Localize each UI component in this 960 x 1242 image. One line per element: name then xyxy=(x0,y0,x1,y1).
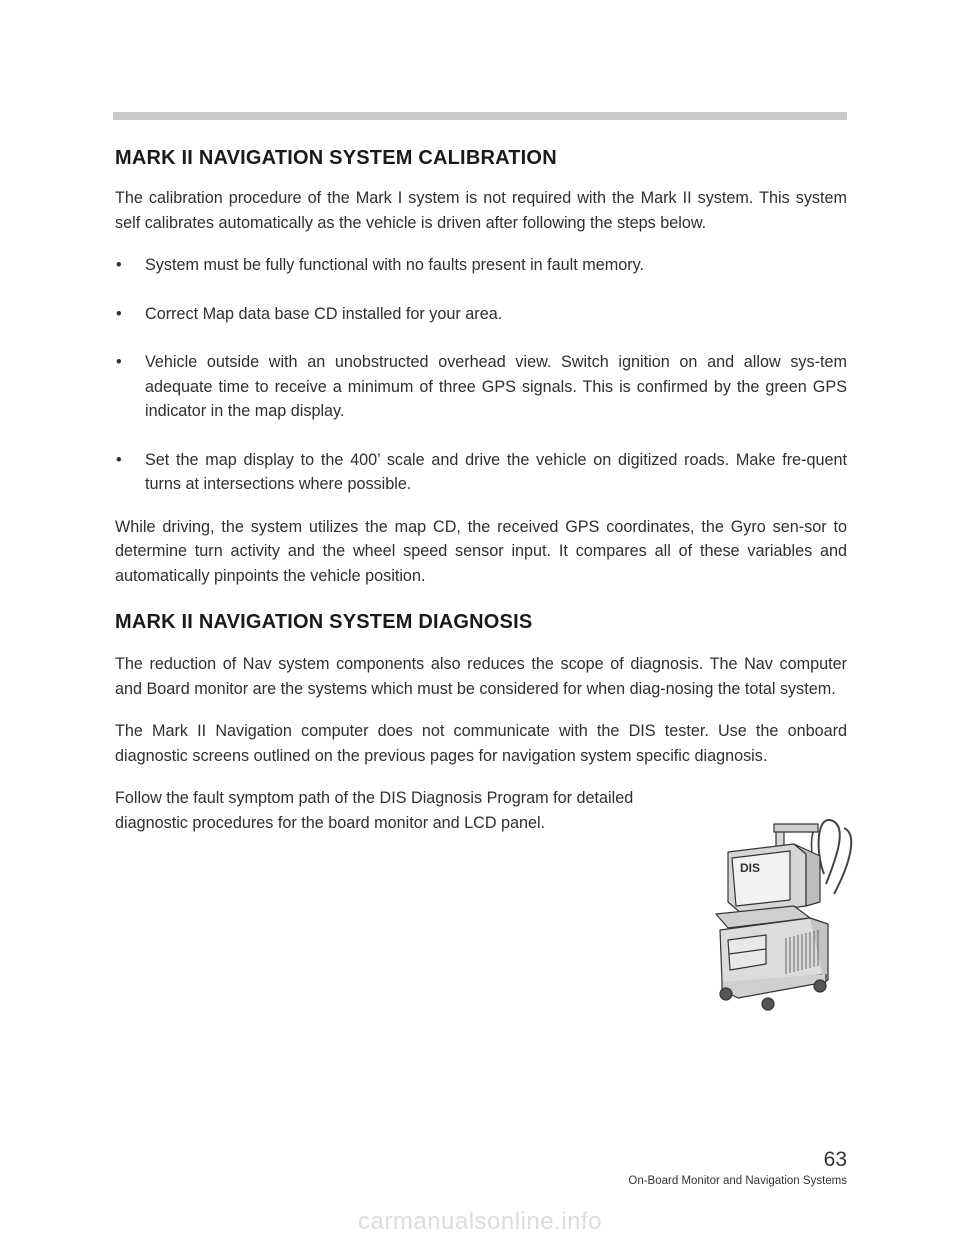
dis-tester-figure xyxy=(698,814,858,1014)
diagnosis-para-3: Follow the fault symptom path of the DIS Diagnosis Program for detailed diagnostic procedures for the board monitor and LCD panel. xyxy=(115,789,634,832)
dis-screen-label: DIS xyxy=(740,861,761,875)
calibration-steps xyxy=(115,253,847,497)
page-content xyxy=(115,146,847,835)
dis-tester-cart-icon xyxy=(698,814,858,1014)
footer-title: On-Board Monitor and Navigation Systems xyxy=(628,1175,847,1187)
diagnosis-para-1: The reduction of Nav system components also reduces the scope of diagnosis. The Nav computer and Board monitor are the systems which must be considered for when diag-nosing the total system. xyxy=(115,655,847,698)
list-item: • Correct Map data base CD installed for your area. xyxy=(115,302,847,327)
top-divider xyxy=(113,112,847,120)
calibration-closing: While driving, the system utilizes the map CD, the received GPS coordinates, the Gyro sen-sor to determine turn activity and the wheel speed sensor input. It compares all of these variables and automatically pinpoints the vehicle position. xyxy=(115,517,847,585)
list-item: • Set the map display to the 400’ scale and drive the vehicle on digitized roads. Make fre-quent turns at intersections where possible. xyxy=(115,448,847,497)
page-number: 63 xyxy=(823,1148,847,1171)
calibration-heading: MARK II NAVIGATION SYSTEM CALIBRATION xyxy=(115,147,557,169)
calibration-intro: The calibration procedure of the Mark I system is not required with the Mark II system. This system self calibrates automatically as the vehicle is driven after following the steps below. xyxy=(115,189,847,232)
list-item: • Vehicle outside with an unobstructed overhead view. Switch ignition on and allow sys-tem adequate time to receive a minimum of three GPS signals. This is confirmed by the green GPS indicator in the map display. xyxy=(115,350,847,424)
diagnosis-para-2: The Mark II Navigation computer does not communicate with the DIS tester. Use the onboard diagnostic screens outlined on the previous pages for navigation system specific diagnosis. xyxy=(115,722,847,765)
diagnosis-heading: MARK II NAVIGATION SYSTEM DIAGNOSIS xyxy=(115,611,533,633)
site-watermark: carmanualsonline.info xyxy=(358,1208,602,1235)
list-item: • System must be fully functional with no faults present in fault memory. xyxy=(115,253,847,278)
page-footer xyxy=(628,1148,847,1188)
